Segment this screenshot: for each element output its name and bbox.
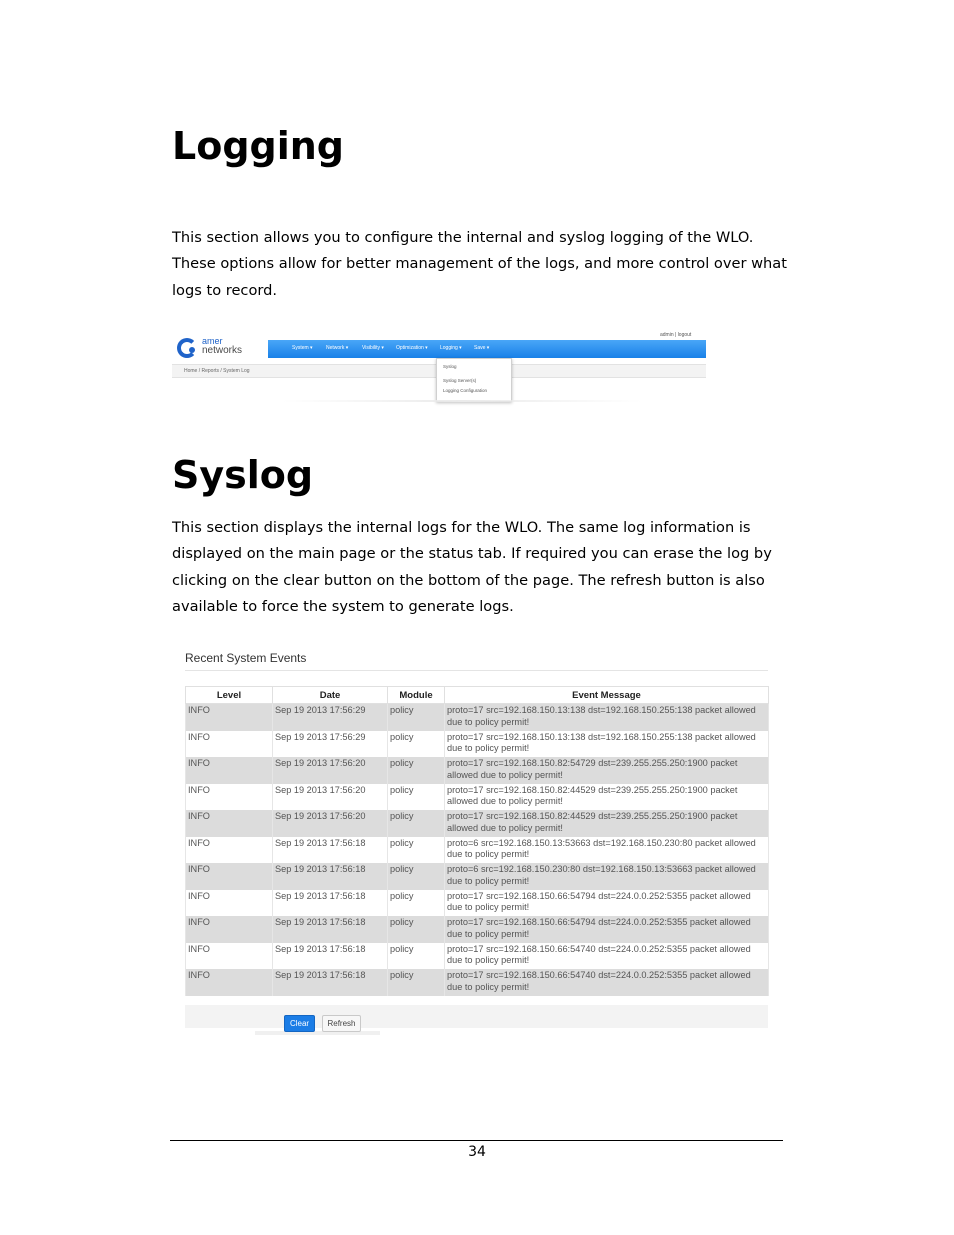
dropdown-item-logging-configuration[interactable]: Logging Configuration <box>443 388 488 393</box>
divider <box>185 670 768 671</box>
level-cell: INFO <box>188 917 210 927</box>
syslog-paragraph: This section displays the internal logs for the WLO. The same log information is displayed on the main page or the status tab. If required you can erase the log by clicking on the clear button on the bottom of the page. The refresh button is also available to force the system to generate logs. <box>172 519 772 615</box>
logo-text-line2: networks <box>202 345 243 356</box>
nav-screenshot <box>172 331 706 403</box>
table-row <box>186 731 769 758</box>
level-cell: INFO <box>188 784 210 795</box>
events-table <box>185 686 769 996</box>
table-row <box>186 784 769 811</box>
nav-item-save[interactable]: Save ▾ <box>474 345 490 351</box>
dropdown-item-syslog-servers[interactable]: Syslog Server(s) <box>443 378 477 383</box>
date-cell: Sep 19 2013 17:56:18 <box>275 837 366 848</box>
syslog-heading: Syslog <box>172 453 314 497</box>
nav-item-visibility[interactable]: Visibility ▾ <box>362 345 384 351</box>
nav-item-optimization[interactable]: Optimization ▾ <box>396 345 428 351</box>
message-cell: proto=17 src=192.168.150.82:44529 dst=239.255.255.250:1900 packet allowed due to policy permit! <box>447 811 738 833</box>
module-cell: policy <box>390 837 414 848</box>
footer-divider <box>170 1140 783 1141</box>
table-row <box>186 704 769 731</box>
level-cell: INFO <box>188 758 210 768</box>
table-row <box>186 757 769 784</box>
clear-button[interactable]: Clear <box>284 1015 315 1032</box>
level-cell: INFO <box>188 970 210 980</box>
date-cell: Sep 19 2013 17:56:20 <box>275 758 366 768</box>
date-cell: Sep 19 2013 17:56:20 <box>275 784 366 795</box>
divider <box>282 400 642 402</box>
user-link[interactable]: admin | logout <box>660 332 692 338</box>
table-row <box>186 916 769 943</box>
message-cell: proto=6 src=192.168.150.13:53663 dst=192.168.150.230:80 packet allowed due to policy permit! <box>447 837 756 859</box>
nav-item-logging[interactable]: Logging ▾ <box>440 345 462 351</box>
nav-item-network[interactable]: Network ▾ <box>326 345 349 351</box>
message-cell: proto=17 src=192.168.150.82:54729 dst=239.255.255.250:1900 packet allowed due to policy permit! <box>447 758 738 780</box>
message-cell: proto=17 src=192.168.150.66:54740 dst=224.0.0.252:5355 packet allowed due to policy permit! <box>447 970 751 992</box>
dropdown-item-syslog[interactable]: Syslog <box>443 364 457 369</box>
message-cell: proto=17 src=192.168.150.82:44529 dst=239.255.255.250:1900 packet allowed due to policy permit! <box>447 784 738 806</box>
module-cell: policy <box>390 784 414 795</box>
logging-dropdown-menu <box>436 358 512 402</box>
date-cell: Sep 19 2013 17:56:18 <box>275 917 366 927</box>
message-cell: proto=17 src=192.168.150.13:138 dst=192.168.150.255:138 packet allowed due to policy permit! <box>447 705 756 727</box>
date-cell: Sep 19 2013 17:56:20 <box>275 811 366 821</box>
level-cell: INFO <box>188 890 210 901</box>
module-cell: policy <box>390 758 414 768</box>
logging-heading: Logging <box>172 124 345 168</box>
date-cell: Sep 19 2013 17:56:29 <box>275 731 366 742</box>
date-cell: Sep 19 2013 17:56:18 <box>275 970 366 980</box>
table-row <box>186 837 769 864</box>
date-cell: Sep 19 2013 17:56:18 <box>275 864 366 874</box>
table-row <box>186 943 769 970</box>
button-bar <box>185 1005 768 1028</box>
level-cell: INFO <box>188 837 210 848</box>
message-cell: proto=17 src=192.168.150.66:54740 dst=224.0.0.252:5355 packet allowed due to policy permit! <box>447 943 751 965</box>
logo-text-line1: amer <box>202 336 223 346</box>
breadcrumb[interactable]: Home / Reports / System Log <box>184 368 250 374</box>
message-cell: proto=17 src=192.168.150.13:138 dst=192.168.150.255:138 packet allowed due to policy permit! <box>447 731 756 753</box>
module-cell: policy <box>390 705 414 715</box>
column-header-date: Date <box>273 687 388 704</box>
nav-item-system[interactable]: System ▾ <box>292 345 313 351</box>
module-cell: policy <box>390 811 414 821</box>
column-header-event-message: Event Message <box>445 687 769 704</box>
table-row <box>186 969 769 996</box>
column-header-module: Module <box>388 687 445 704</box>
module-cell: policy <box>390 731 414 742</box>
refresh-button[interactable]: Refresh <box>322 1015 361 1032</box>
top-nav-bar <box>268 340 706 358</box>
table-row <box>186 863 769 890</box>
date-cell: Sep 19 2013 17:56:18 <box>275 943 366 954</box>
level-cell: INFO <box>188 864 210 874</box>
message-cell: proto=6 src=192.168.150.230:80 dst=192.168.150.13:53663 packet allowed due to policy permit! <box>447 864 756 886</box>
level-cell: INFO <box>188 811 210 821</box>
date-cell: Sep 19 2013 17:56:29 <box>275 705 366 715</box>
button-bar-shadow <box>255 1031 380 1035</box>
level-cell: INFO <box>188 731 210 742</box>
date-cell: Sep 19 2013 17:56:18 <box>275 890 366 901</box>
table-header-row <box>186 687 769 704</box>
module-cell: policy <box>390 943 414 954</box>
table-row <box>186 810 769 837</box>
table-row <box>186 890 769 917</box>
level-cell: INFO <box>188 943 210 954</box>
message-cell: proto=17 src=192.168.150.66:54794 dst=224.0.0.252:5355 packet allowed due to policy permit! <box>447 917 751 939</box>
module-cell: policy <box>390 970 414 980</box>
events-title: Recent System Events <box>185 651 307 665</box>
message-cell: proto=17 src=192.168.150.66:54794 dst=224.0.0.252:5355 packet allowed due to policy permit! <box>447 890 751 912</box>
page-number: 34 <box>468 1144 486 1160</box>
column-header-level: Level <box>186 687 273 704</box>
logging-paragraph: This section allows you to configure the internal and syslog logging of the WLO. These options allow for better management of the logs, and more control over what logs to record. <box>172 229 787 299</box>
logo-dot-icon <box>189 347 195 353</box>
module-cell: policy <box>390 890 414 901</box>
module-cell: policy <box>390 917 414 927</box>
level-cell: INFO <box>188 705 210 715</box>
module-cell: policy <box>390 864 414 874</box>
